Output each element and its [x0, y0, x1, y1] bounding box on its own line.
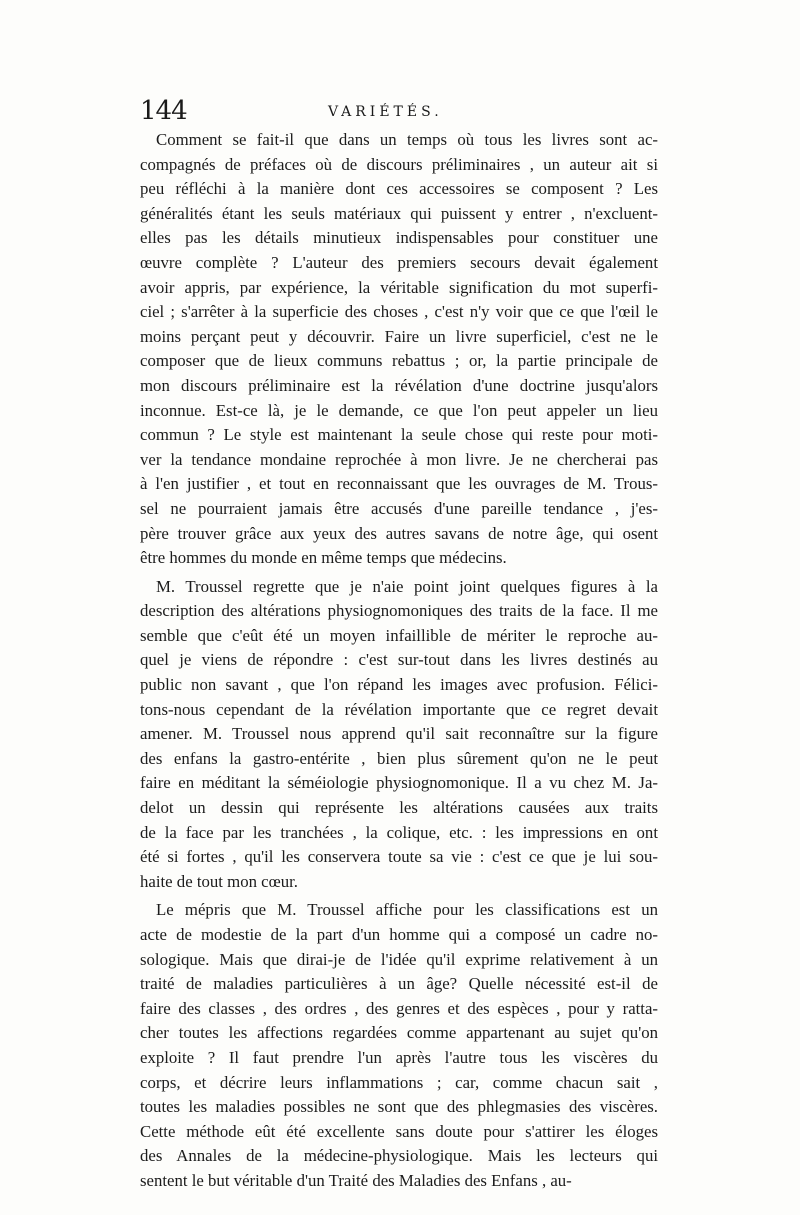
text-line: amener. M. Troussel nous apprend qu'il sait reconnaître sur la figure: [140, 724, 658, 744]
text-line: moins perçant peut y découvrir. Faire un livre superficiel, c'est ne le: [140, 326, 658, 346]
text-line: été si fortes , qu'il les conservera toute sa vie : c'est ce que je lui sou-: [140, 847, 658, 867]
text-line: à l'en justifier , et tout en reconnaissant que les ouvrages de M. Trous-: [140, 474, 658, 494]
text-line: de la face par les tranchées , la colique, etc. : les impressions en ont: [140, 822, 658, 842]
paragraph: [140, 575, 658, 895]
text-line: avoir appris, par expérience, la véritable signification du mot superfi-: [140, 277, 658, 297]
text-line: père trouver grâce aux yeux des autres savans de notre âge, qui osent: [140, 523, 658, 543]
text-line: Comment se fait-il que dans un temps où tous les livres sont ac-: [156, 130, 658, 149]
text-line: peu réfléchi à la manière dont ces accessoires se composent ? Les: [140, 179, 658, 199]
text-line: sologique. Mais que dirai-je de l'idée qu'il exprime relativement à un: [140, 949, 658, 969]
text-line: delot un dessin qui représente les altérations causées aux traits: [140, 798, 658, 818]
text-line: œuvre complète ? L'auteur des premiers secours devait également: [140, 252, 658, 272]
text-line: composer que de lieux communs rebattus ; or, la partie principale de: [140, 351, 658, 371]
text-line: M. Troussel regrette que je n'aie point joint quelques figures à la: [156, 576, 658, 596]
text-line: Le mépris que M. Troussel affiche pour les classifications est un: [156, 900, 658, 920]
text-line: quel je viens de répondre : c'est sur-tout dans les livres destinés au: [140, 650, 658, 670]
running-head: VARIÉTÉS.: [328, 104, 443, 120]
paragraph: [140, 128, 658, 571]
text-line: des enfans la gastro-entérite , bien plus sûrement qu'on ne le peut: [140, 748, 658, 768]
text-line: sel ne pourraient jamais être accusés d'une pareille tendance , j'es-: [140, 498, 658, 518]
text-line: commun ? Le style est maintenant la seule chose qui reste pour moti-: [140, 425, 658, 445]
text-line: semble que c'eût été un moyen infaillible de mériter le reproche au-: [140, 625, 658, 645]
text-line: être hommes du monde en même temps que médecins.: [140, 548, 507, 568]
page-number: 144: [140, 96, 187, 126]
text-line: exploite ? Il faut prendre l'un après l'autre tous les viscères du: [140, 1047, 658, 1067]
text-line: ciel ; s'arrêter à la superficie des choses , c'est n'y voir que ce que l'œil le: [140, 302, 658, 322]
text-line: corps, et décrire leurs inflammations ; car, comme chacun sait ,: [140, 1072, 658, 1092]
text-line: faire en méditant la séméiologie physiognomonique. Il a vu chez M. Ja-: [140, 773, 658, 793]
text-line: généralités étant les seuls matériaux qui puissent y entrer , n'excluent-: [140, 203, 658, 223]
text-line: public non savant , que l'on répand les images avec profusion. Félici-: [140, 675, 658, 695]
text-line: acte de modestie de la part d'un homme qui a composé un cadre no-: [140, 925, 658, 944]
text-line: traité de maladies particulières à un âge? Quelle nécessité est-il de: [140, 974, 658, 994]
text-line: ver la tendance mondaine reprochée à mon livre. Je ne chercherai pas: [140, 449, 658, 469]
text-line: tons-nous cependant de la révélation importante que ce regret devait: [140, 699, 658, 719]
text-line: inconnue. Est-ce là, je le demande, ce que l'on peut appeler un lieu: [140, 400, 658, 420]
text-line: description des altérations physiognomoniques des traits de la face. Il me: [140, 601, 658, 621]
text-line: mon discours préliminaire est la révélation d'une doctrine jusqu'alors: [140, 375, 658, 395]
text-line: haite de tout mon cœur.: [140, 871, 298, 891]
paragraph: [140, 898, 658, 1193]
text-line: Cette méthode eût été excellente sans doute pour s'attirer les éloges: [140, 1121, 658, 1141]
text-line: compagnés de préfaces où de discours préliminaires , un auteur ait si: [140, 154, 658, 174]
text-line: cher toutes les affections regardées comme appartenant au sujet qu'on: [140, 1023, 658, 1043]
text-line: sentent le but véritable d'un Traité des Maladies des Enfans , au-: [140, 1170, 572, 1190]
text-line: elles pas les détails minutieux indispensables pour constituer une: [140, 228, 658, 248]
page-header: [140, 96, 660, 126]
text-line: des Annales de la médecine-physiologique. Mais les lecteurs qui: [140, 1146, 658, 1166]
body-text: [140, 128, 658, 1194]
text-line: toutes les maladies possibles ne sont que des phlegmasies des viscères.: [140, 1097, 658, 1117]
text-line: faire des classes , des ordres , des genres et des espèces , pour y ratta-: [140, 998, 658, 1018]
